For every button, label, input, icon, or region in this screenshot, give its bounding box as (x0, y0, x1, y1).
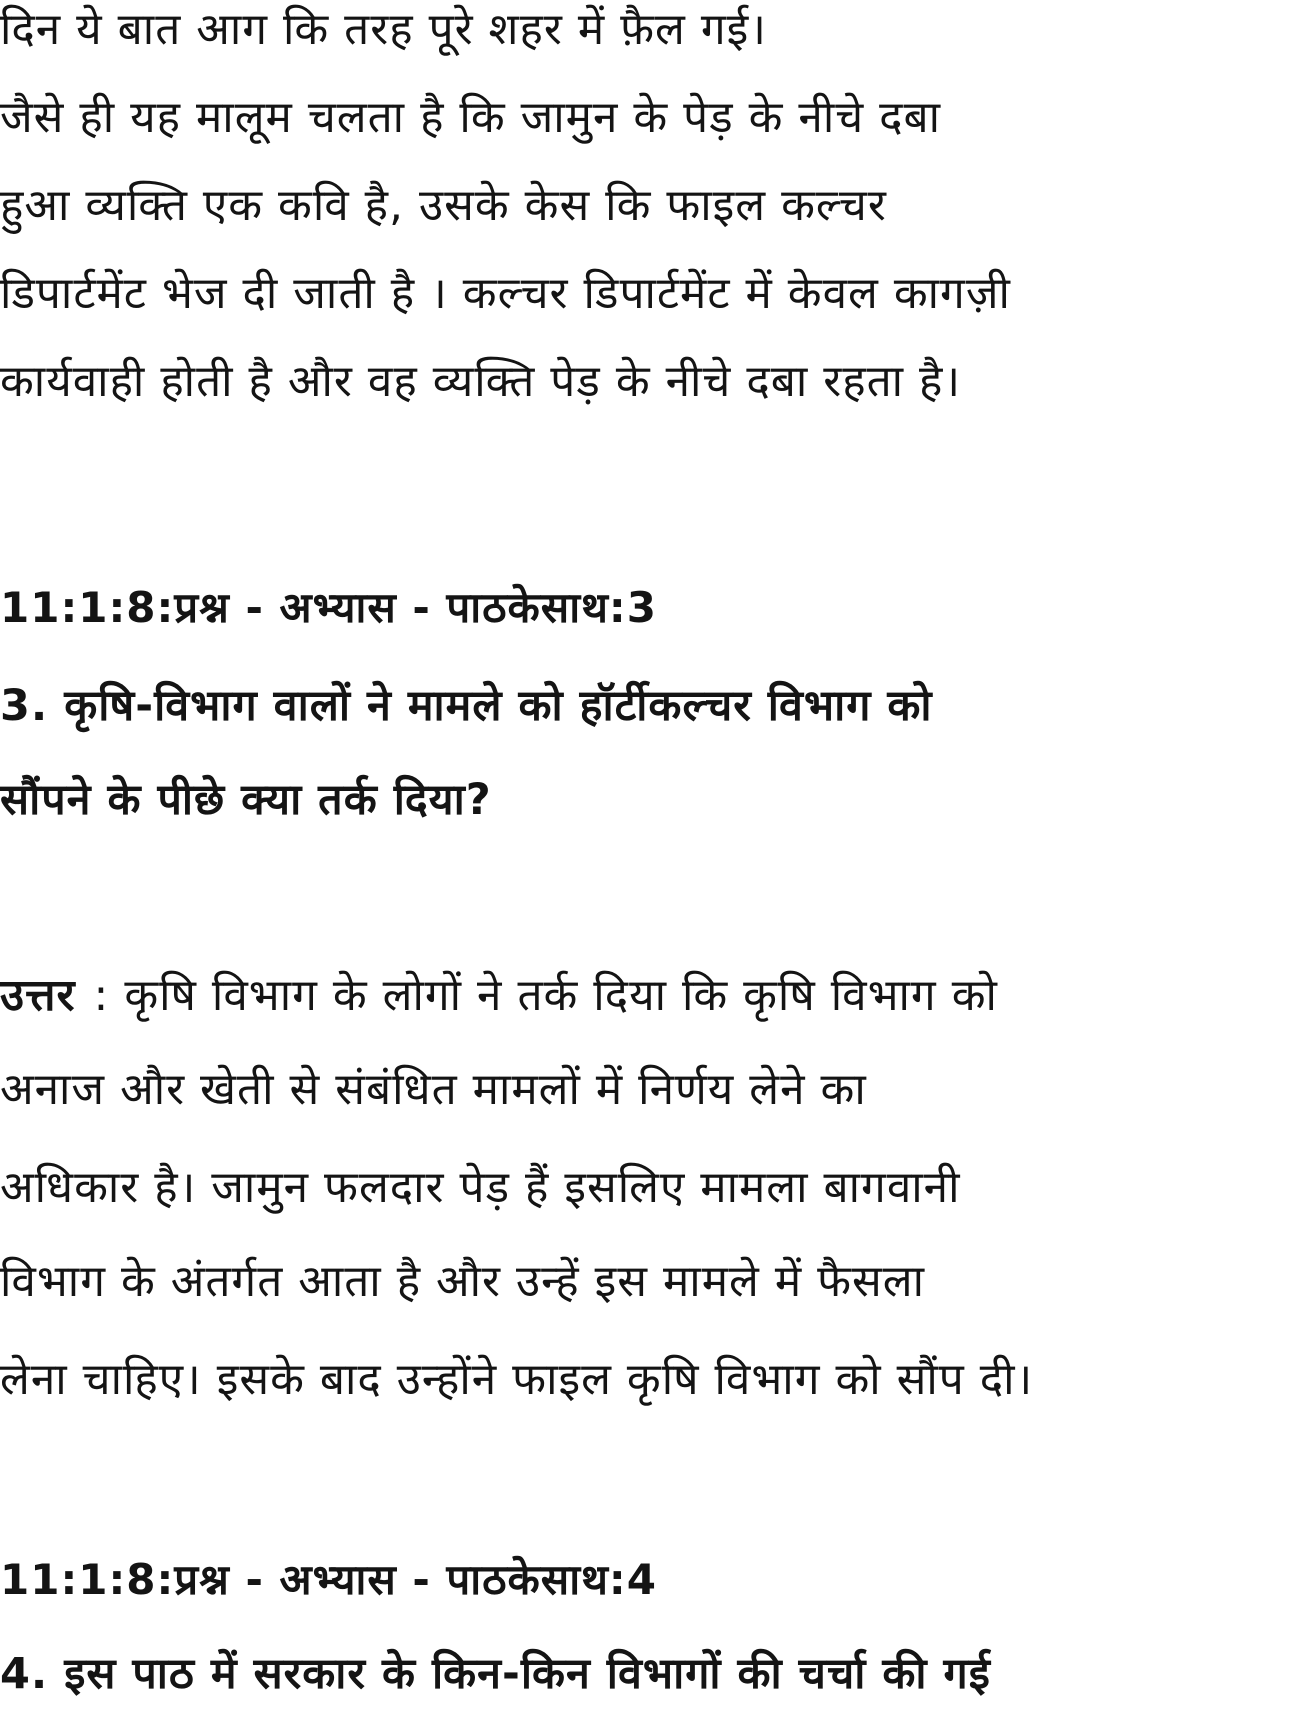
answer-3-line-2: अनाज और खेती से संबंधित मामलों में निर्णय लेने का (0, 1064, 867, 1115)
answer-3-line-3: अधिकार है। जामुन फलदार पेड़ हैं इसलिए मामला बागवानी (0, 1162, 961, 1213)
passage-line-3: हुआ व्यक्ति एक कवि है, उसके केस कि फाइल कल्चर (0, 180, 887, 231)
answer-label: उत्तर (0, 970, 76, 1021)
question-3-line-2: सौंपने के पीछे क्या तर्क दिया? (0, 775, 492, 825)
question-3-line-1: 3. कृषि-विभाग वालों ने मामले को हॉर्टीकल्चर विभाग को (0, 681, 933, 731)
passage-line-4: डिपार्टमेंट भेज दी जाती है । कल्चर डिपार्टमेंट में केवल कागज़ी (0, 268, 1011, 319)
question-4-line-1: 4. इस पाठ में सरकार के किन-किन विभागों की चर्चा की गई (0, 1649, 991, 1699)
answer-3-line-1 (0, 966, 998, 1026)
answer-3-line-5: लेना चाहिए। इसके बाद उन्होंने फाइल कृषि विभाग को सौंप दी। (0, 1354, 1034, 1405)
answer-3-line-4: विभाग के अंतर्गत आता है और उन्हें इस मामले में फैसला (0, 1256, 926, 1307)
section-heading-3: 11:1:8:प्रश्न - अभ्यास - पाठकेसाथ:3 (0, 583, 657, 632)
passage-line-1: दिन ये बात आग कि तरह पूरे शहर में फ़ैल गई। (0, 4, 767, 55)
section-heading-4: 11:1:8:प्रश्न - अभ्यास - पाठकेसाथ:4 (0, 1555, 657, 1604)
passage-line-5: कार्यवाही होती है और वह व्यक्ति पेड़ के नीचे दबा रहता है। (0, 356, 962, 407)
answer-3-line-1-text: : कृषि विभाग के लोगों ने तर्क दिया कि कृषि विभाग को (93, 970, 998, 1021)
passage-line-2: जैसे ही यह मालूम चलता है कि जामुन के पेड़ के नीचे दबा (0, 92, 942, 143)
